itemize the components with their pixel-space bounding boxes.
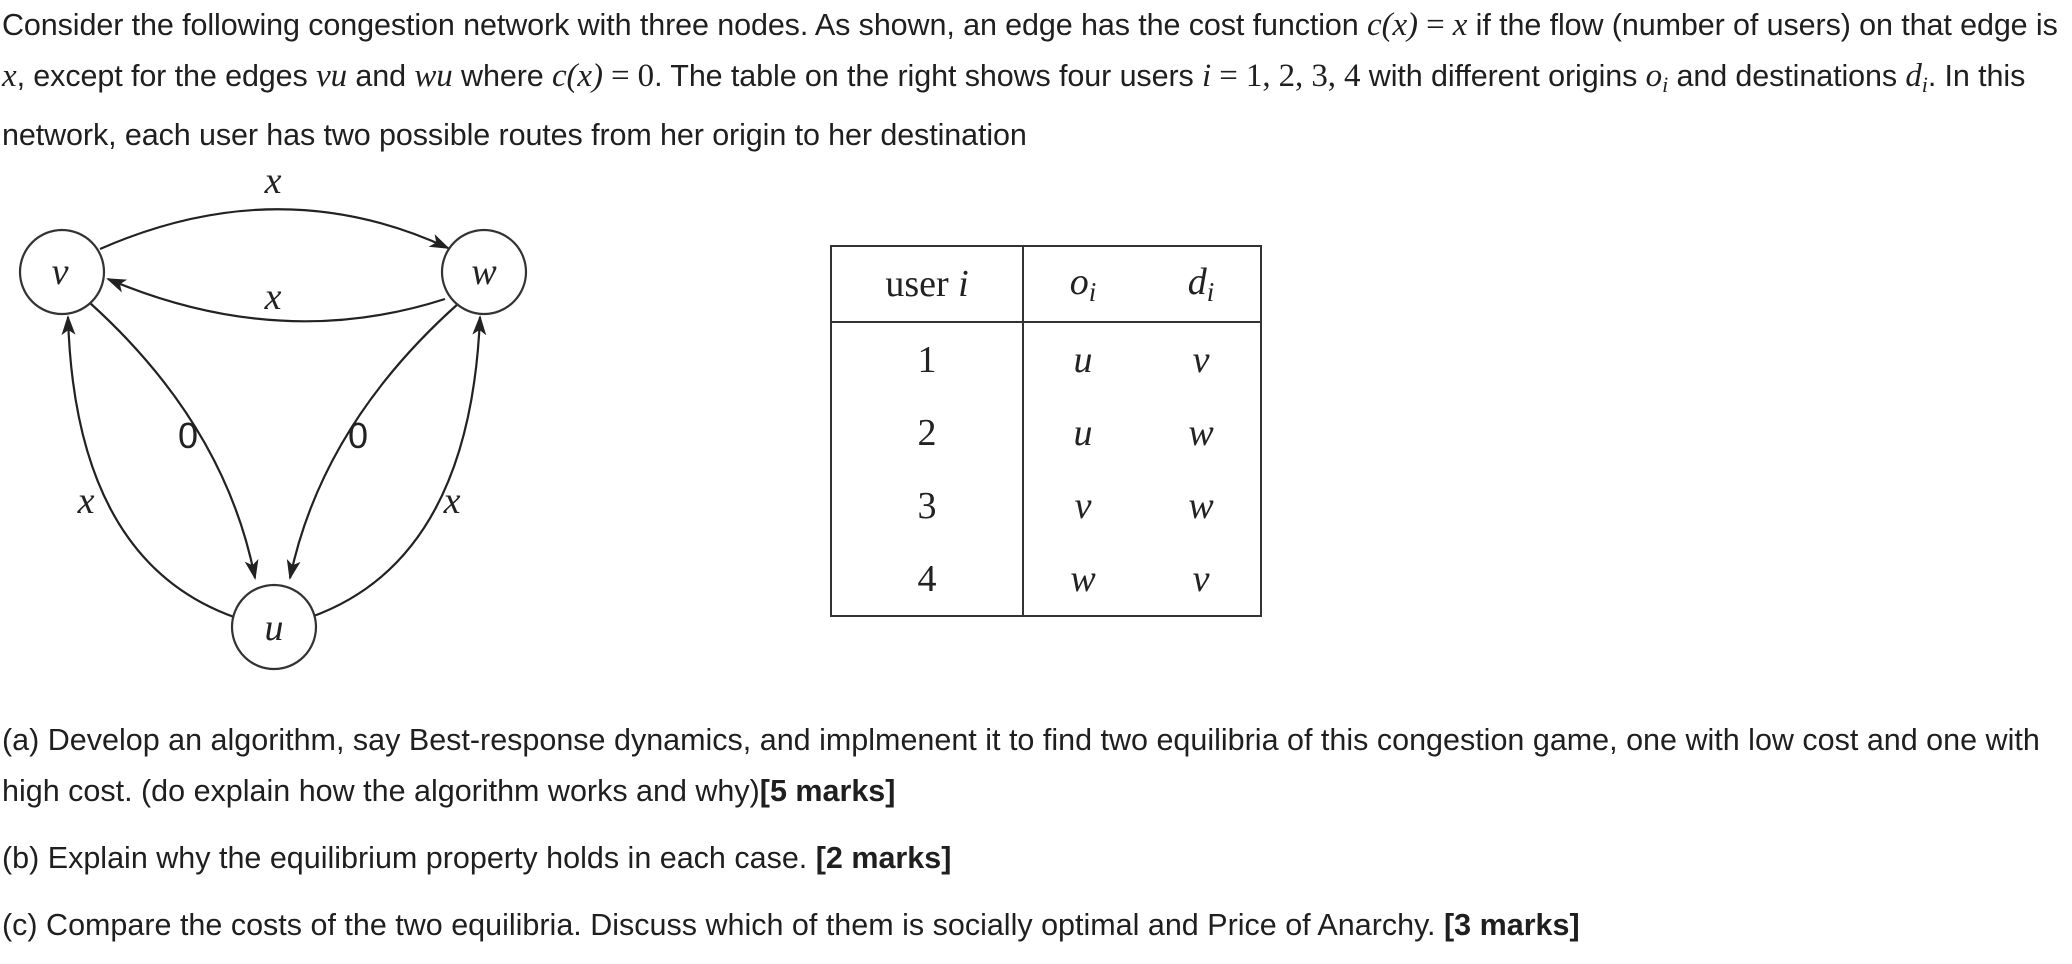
cell-user: 4 [831, 542, 1023, 616]
table-row [831, 542, 1261, 616]
cell-user: 1 [831, 322, 1023, 396]
cell-origin: w [1070, 557, 1096, 600]
math-i: i [1202, 58, 1212, 94]
node-u-label: u [264, 607, 284, 649]
question-c-marks: [3 marks] [1444, 908, 1580, 942]
question-b-text: (b) Explain why the equilibrium property holds in each case. [2, 841, 816, 875]
intro-text-3: , except for the edges [16, 59, 317, 93]
cell-destination: w [1188, 411, 1214, 454]
edge-label-wu: 0 [347, 415, 369, 456]
table-row [831, 396, 1261, 469]
header-user: user i [831, 246, 1023, 322]
edge-label-vw: x [264, 160, 282, 202]
table-row [831, 322, 1261, 396]
math-cost-zero: c(x) [552, 58, 603, 94]
math-origin-sub: i [1662, 72, 1669, 97]
edge-v-to-u [90, 303, 255, 578]
edge-label-uv: x [77, 480, 95, 522]
cell-origin: u [1073, 411, 1093, 454]
problem-intro [2, 0, 2062, 161]
cell-destination: v [1192, 557, 1210, 600]
header-destination: di [1142, 246, 1261, 322]
math-x-flow: x [2, 58, 17, 94]
edge-u-to-v [68, 317, 234, 617]
question-b [2, 833, 2062, 884]
math-edge-wu: wu [414, 58, 453, 94]
intro-text-1: Consider the following congestion network with three nodes. As shown, an edge has the cost function [2, 8, 1368, 42]
header-origin: oi [1023, 246, 1142, 322]
edge-v-to-w [100, 209, 448, 249]
question-a-text: (a) Develop an algorithm, say Best-response dynamics, and implmenent it to find two equilibria of this congestion game, one with low cost and one with high cost. (do explain how the algorithm works and why) [2, 723, 2040, 808]
edge-u-to-w [311, 317, 480, 617]
math-x: x [1452, 7, 1468, 43]
edge-w-to-u [290, 303, 459, 578]
edge-label-uw: x [443, 480, 461, 522]
question-c [2, 900, 2062, 951]
intro-text-8: and destinations [1668, 59, 1906, 93]
math-equals-zero: = 0 [602, 58, 655, 94]
cell-destination: w [1188, 484, 1214, 527]
cell-origin: u [1073, 338, 1093, 381]
math-user-list: = 1, 2, 3, 4 [1211, 58, 1361, 94]
edge-label-wv: x [264, 276, 282, 318]
math-equals: = [1417, 7, 1453, 43]
node-v-label: v [51, 251, 69, 293]
intro-text-6: . The table on the right shows four users [654, 59, 1203, 93]
math-cost-function: c(x) [1367, 7, 1418, 43]
cell-user: 3 [831, 469, 1023, 542]
math-edge-vu: vu [316, 58, 348, 94]
cell-destination: v [1192, 338, 1210, 381]
edge-label-vu: 0 [177, 415, 199, 456]
table-header-row [831, 246, 1261, 322]
math-destination: d [1905, 58, 1922, 94]
intro-text-7: with different origins [1360, 59, 1646, 93]
intro-text-2: if the flow (number of users) on that edge is [1467, 8, 2058, 42]
question-c-text: (c) Compare the costs of the two equilibria. Discuss which of them is socially optimal and Price of Anarchy. [2, 908, 1445, 942]
cell-origin: v [1074, 484, 1092, 527]
question-a [2, 715, 2062, 817]
node-w-label: w [471, 251, 497, 293]
intro-text-4: and [347, 59, 415, 93]
table-row [831, 469, 1261, 542]
math-origin: o [1645, 58, 1663, 94]
intro-text-9: . In this network, each user has two possible routes from her origin to her destination [2, 59, 2026, 152]
intro-text-5: where [452, 59, 552, 93]
users-table [830, 245, 1262, 617]
question-b-marks: [2 marks] [815, 841, 952, 875]
question-a-marks: [5 marks] [759, 774, 896, 808]
cell-user: 2 [831, 396, 1023, 469]
congestion-network-diagram [0, 150, 560, 690]
math-destination-sub: i [1921, 72, 1928, 97]
